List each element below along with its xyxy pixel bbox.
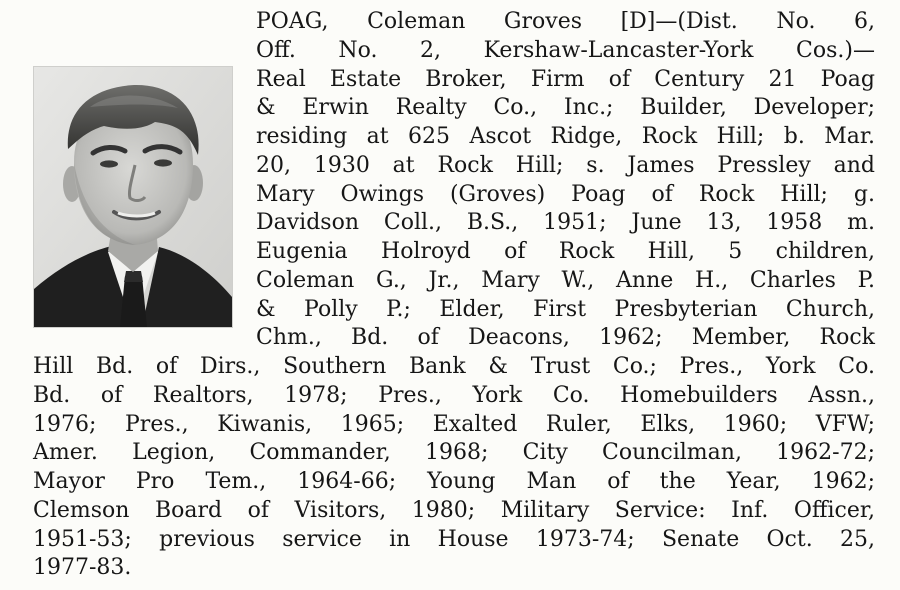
bio-line-12: Chm., Bd. of Deacons, 1962; Member, Rock xyxy=(256,325,875,350)
bio-line-3: Real Estate Broker, Firm of Century 21 Poag xyxy=(256,67,875,92)
bio-line-9: Eugenia Holroyd of Rock Hill, 5 children, xyxy=(256,239,875,264)
bio-line-8: Davidson Coll., B.S., 1951; June 13, 1958 m. xyxy=(256,210,875,235)
bio-line-13: Hill Bd. of Dirs., Southern Bank & Trust Co.; Pres., York Co. xyxy=(33,354,875,379)
bio-line-11: & Polly P.; Elder, First Presbyterian Church, xyxy=(256,297,875,322)
bio-line-16: Amer. Legion, Commander, 1968; City Councilman, 1962-72; xyxy=(33,440,875,465)
bio-line-6: 20, 1930 at Rock Hill; s. James Pressley and xyxy=(256,153,875,178)
bio-line-7: Mary Owings (Groves) Poag of Rock Hill; g. xyxy=(256,182,875,207)
bio-line-2: Off. No. 2, Kershaw-Lancaster-York Cos.)— xyxy=(256,38,875,63)
bio-line-19: 1951-53; previous service in House 1973-74; Senate Oct. 25, xyxy=(33,527,875,552)
bio-line-18: Clemson Board of Visitors, 1980; Military Service: Inf. Officer, xyxy=(33,498,875,523)
bio-line-5: residing at 625 Ascot Ridge, Rock Hill; b. Mar. xyxy=(256,124,875,149)
portrait-image xyxy=(34,67,232,327)
bio-line-15: 1976; Pres., Kiwanis, 1965; Exalted Ruler, Elks, 1960; VFW; xyxy=(33,412,875,437)
bio-line-14: Bd. of Realtors, 1978; Pres., York Co. Homebuilders Assn., xyxy=(33,383,875,408)
bio-line-20: 1977-83. xyxy=(33,555,132,580)
bio-line-1: POAG, Coleman Groves [D]—(Dist. No. 6, xyxy=(256,9,875,34)
portrait-photo xyxy=(33,66,233,328)
bio-line-10: Coleman G., Jr., Mary W., Anne H., Charles P. xyxy=(256,268,875,293)
bio-line-17: Mayor Pro Tem., 1964-66; Young Man of the Year, 1962; xyxy=(33,469,875,494)
bio-line-4: & Erwin Realty Co., Inc.; Builder, Developer; xyxy=(256,95,875,120)
